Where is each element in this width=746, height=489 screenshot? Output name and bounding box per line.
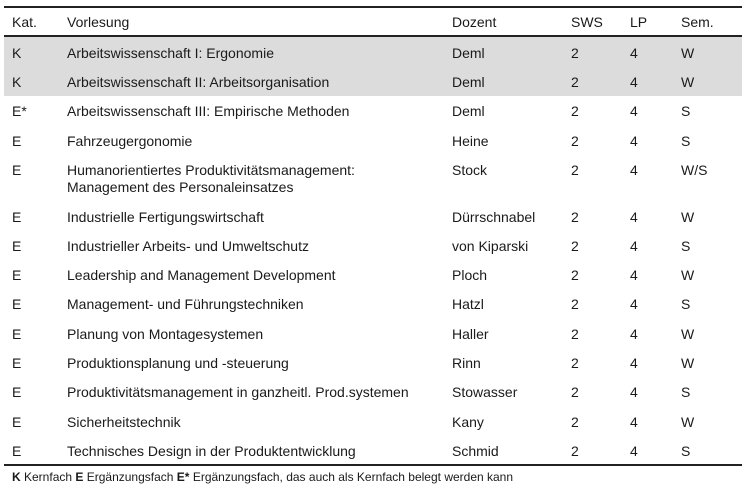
cell-sws: 2 — [571, 384, 579, 400]
cell-vorlesung: Produktivitätsmanagement in ganzheitl. Prod.systemen — [67, 384, 409, 400]
header-sws: SWS — [571, 14, 603, 30]
bottom-rule — [4, 464, 742, 466]
cell-lp: 4 — [630, 414, 638, 430]
cell-sws: 2 — [571, 414, 579, 430]
cell-sws: 2 — [571, 238, 579, 254]
cell-kat: E — [12, 414, 22, 430]
cell-sem: S — [681, 443, 691, 459]
cell-dozent: Stowasser — [452, 384, 518, 400]
cell-vorlesung: Industrieller Arbeits- und Umweltschutz — [67, 238, 309, 254]
cell-lp: 4 — [630, 384, 638, 400]
cell-vorlesung: Leadership and Management Development — [67, 267, 336, 283]
cell-kat: E — [12, 443, 22, 459]
cell-sem: S — [681, 103, 691, 119]
cell-lp: 4 — [630, 209, 638, 225]
cell-kat: E — [12, 133, 22, 149]
legend-k-key: K — [12, 470, 21, 484]
cell-vorlesung: Industrielle Fertigungswirtschaft — [67, 209, 264, 225]
cell-vorlesung: Planung von Montagesystemen — [67, 326, 264, 342]
cell-sws: 2 — [571, 443, 579, 459]
cell-sem: W — [681, 355, 695, 371]
cell-vorlesung: Arbeitswissenschaft I: Ergonomie — [67, 45, 274, 61]
cell-sem: S — [681, 133, 691, 149]
header-kat: Kat. — [12, 14, 37, 30]
cell-lp: 4 — [630, 443, 638, 459]
cell-dozent: von Kiparski — [452, 238, 529, 254]
cell-sws: 2 — [571, 355, 579, 371]
cell-sws: 2 — [571, 296, 579, 312]
cell-dozent: Deml — [452, 45, 485, 61]
cell-kat: E — [12, 296, 22, 312]
cell-sem: W — [681, 326, 695, 342]
cell-lp: 4 — [630, 103, 638, 119]
cell-kat: E — [12, 384, 22, 400]
cell-dozent: Heine — [452, 133, 489, 149]
cell-dozent: Schmid — [452, 443, 499, 459]
cell-dozent: Deml — [452, 103, 485, 119]
cell-kat: E — [12, 209, 22, 225]
cell-dozent: Stock — [452, 162, 488, 178]
cell-vorlesung: Fahrzeugergonomie — [67, 133, 193, 149]
cell-vorlesung: Arbeitswissenschaft II: Arbeitsorganisation — [67, 74, 330, 90]
cell-lp: 4 — [630, 326, 638, 342]
cell-kat: E — [12, 326, 22, 342]
header-sem: Sem. — [681, 14, 714, 30]
cell-lp: 4 — [630, 296, 638, 312]
cell-sws: 2 — [571, 326, 579, 342]
cell-dozent: Ploch — [452, 267, 488, 283]
cell-lp: 4 — [630, 74, 638, 90]
cell-kat: E — [12, 162, 22, 178]
cell-sem: W — [681, 45, 695, 61]
cell-dozent: Haller — [452, 326, 489, 342]
cell-lp: 4 — [630, 355, 638, 371]
cell-sem: W — [681, 74, 695, 90]
cell-kat: K — [12, 45, 22, 61]
cell-sws: 2 — [571, 103, 579, 119]
cell-kat: E — [12, 355, 22, 371]
header-dozent: Dozent — [452, 14, 497, 30]
header-vorlesung: Vorlesung — [67, 14, 130, 30]
cell-kat: K — [12, 74, 22, 90]
legend-estar-text: Ergänzungsfach, das auch als Kernfach belegt werden kann — [189, 470, 514, 484]
cell-sws: 2 — [571, 74, 579, 90]
cell-sem: W — [681, 414, 695, 430]
legend — [12, 470, 513, 484]
cell-dozent: Deml — [452, 74, 485, 90]
cell-sem: W — [681, 209, 695, 225]
cell-vorlesung: Management- und Führungstechniken — [67, 296, 304, 312]
legend-e-key: E — [75, 470, 84, 484]
cell-lp: 4 — [630, 133, 638, 149]
cell-lp: 4 — [630, 45, 638, 61]
cell-sws: 2 — [571, 45, 579, 61]
cell-vorlesung: Produktionsplanung und -steuerung — [67, 355, 289, 371]
header-rule — [4, 35, 742, 37]
legend-e-text: Ergänzungsfach — [83, 470, 177, 484]
header-lp: LP — [630, 14, 648, 30]
cell-sem: W/S — [681, 162, 708, 178]
cell-sws: 2 — [571, 267, 579, 283]
legend-k-text: Kernfach — [20, 470, 76, 484]
cell-vorlesung: Sicherheitstechnik — [67, 414, 181, 430]
cell-sem: S — [681, 238, 691, 254]
cell-kat: E — [12, 238, 22, 254]
cell-sem: W — [681, 267, 695, 283]
cell-sws: 2 — [571, 209, 579, 225]
cell-lp: 4 — [630, 162, 638, 178]
cell-sws: 2 — [571, 133, 579, 149]
cell-kat: E* — [12, 103, 27, 119]
cell-vorlesung: Humanorientiertes Produktivitätsmanagement: — [67, 162, 355, 178]
cell-dozent: Dürrschnabel — [452, 209, 536, 225]
top-rule — [4, 6, 742, 8]
cell-dozent: Kany — [452, 414, 484, 430]
legend-estar-key: E* — [176, 470, 190, 484]
cell-dozent: Rinn — [452, 355, 481, 371]
cell-vorlesung: Technisches Design in der Produktentwicklung — [67, 443, 356, 459]
cell-lp: 4 — [630, 267, 638, 283]
cell-sem: S — [681, 384, 691, 400]
cell-vorlesung: Arbeitswissenschaft III: Empirische Methoden — [67, 103, 350, 119]
cell-vorlesung-line2: Management des Personaleinsatzes — [67, 179, 294, 195]
cell-lp: 4 — [630, 238, 638, 254]
cell-sem: S — [681, 296, 691, 312]
cell-kat: E — [12, 267, 22, 283]
cell-dozent: Hatzl — [452, 296, 484, 312]
cell-sws: 2 — [571, 162, 579, 178]
